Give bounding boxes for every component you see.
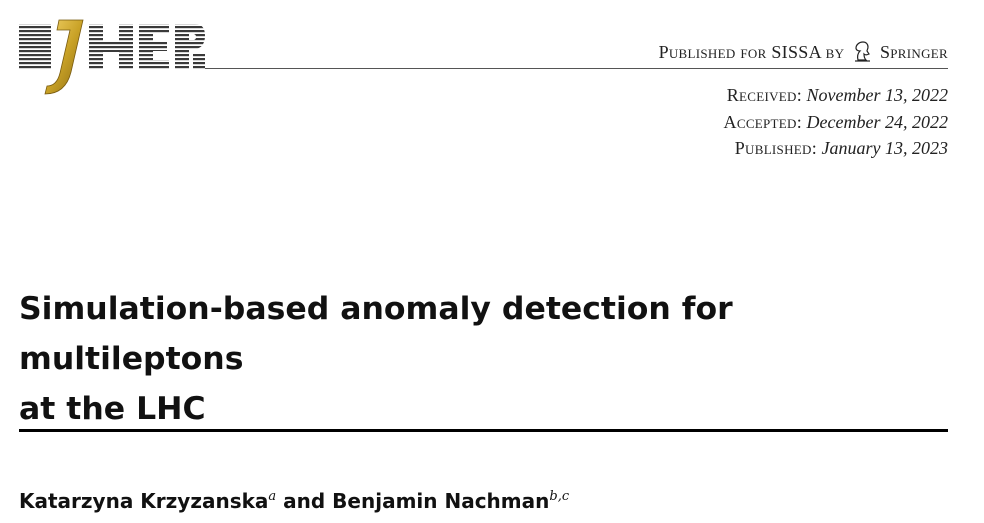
paper-title-line-1: Simulation-based anomaly detection for multileptons: [19, 291, 733, 377]
authors-join: and: [283, 489, 326, 513]
published-label: Published:: [734, 138, 818, 158]
author-name: Benjamin Nachman: [332, 489, 550, 513]
paper-title: [19, 284, 959, 434]
received-date-row: [724, 82, 948, 109]
author-affiliation: a: [268, 489, 277, 504]
author-name: Katarzyna Krzyzanska: [19, 489, 269, 513]
published-date-row: [724, 135, 948, 162]
accepted-label: Accepted:: [723, 111, 803, 132]
accepted-value: December 24, 2022: [806, 111, 948, 132]
springer-horse-icon: [852, 40, 872, 62]
publisher-line: [659, 40, 948, 63]
published-for-text: Published for SISSA by: [658, 42, 845, 62]
header-rule: [205, 68, 948, 69]
title-rule: [19, 429, 948, 432]
publisher-name: Springer: [879, 42, 948, 62]
published-value: January 13, 2023: [821, 138, 948, 158]
paper-title-line-2: at the LHC: [19, 391, 206, 427]
received-label: Received:: [726, 85, 803, 105]
author-affiliation: b,c: [549, 489, 570, 504]
accepted-date-row: [724, 109, 948, 136]
dates-block: [724, 82, 948, 162]
received-value: November 13, 2022: [806, 85, 948, 105]
authors-line: [19, 489, 569, 513]
jhep-logo: [19, 18, 205, 98]
